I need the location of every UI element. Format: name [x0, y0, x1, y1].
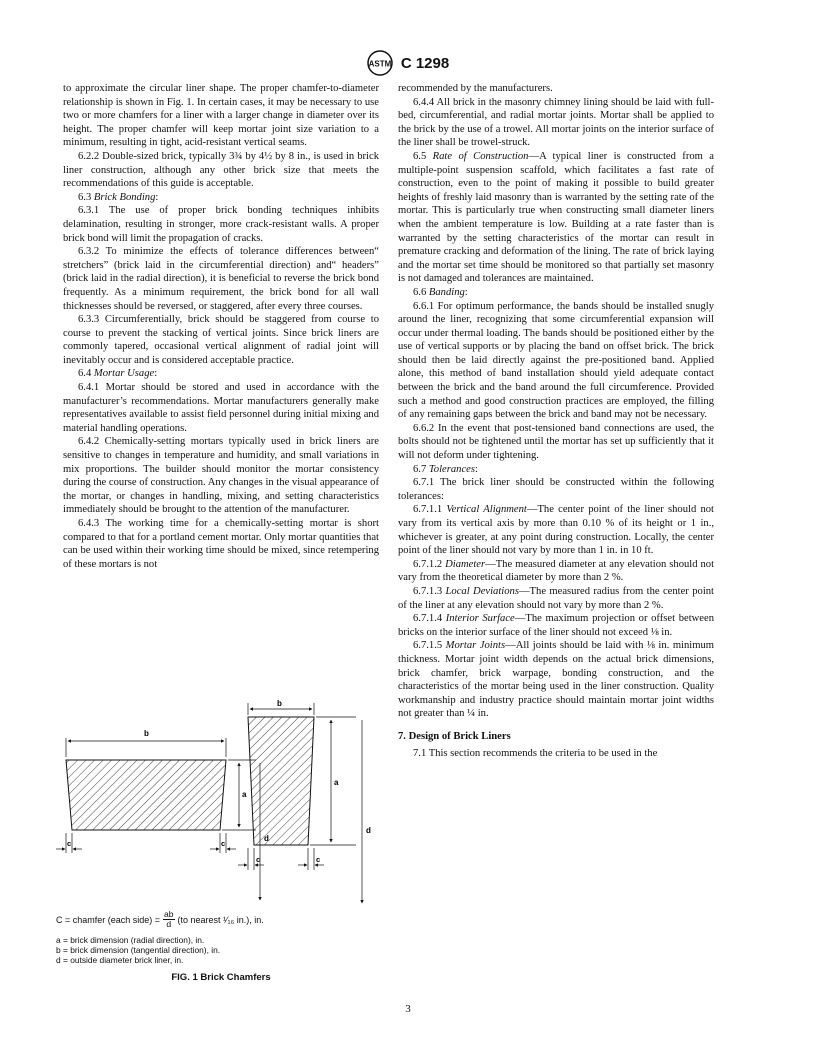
paragraph-6-6-2: 6.6.2 In the event that post-tensioned band connections are used, the bolts should not be tightened until the mortar has set up sufficiently that it will not deform under tightening.: [398, 422, 714, 462]
paragraph-6-3-3: 6.3.3 Circumferentially, brick should be staggered from course to course to prevent the stacking of vertical joints. Since brick liners are commonly tapered, occasional vertical alignment of radial joint will inevitably occur and is considered acceptable practice.: [63, 314, 379, 366]
tapered-brick-left: [56, 729, 269, 900]
figure-caption: FIG. 1 Brick Chamfers: [171, 972, 271, 983]
label-c-right-2: c: [316, 855, 321, 864]
paragraph-6-7-1-2: 6.7.1.2 Diameter—The measured diameter at any elevation should not vary from the theoretical diameter by more than 2 %.: [398, 558, 715, 584]
standard-designation: C 1298: [400, 54, 450, 72]
paragraph: recommended by the manufacturers.: [398, 83, 553, 94]
page-header: [0, 50, 816, 76]
label-a-left: a: [242, 790, 247, 799]
heading-6-7: 6.7 Tolerances:: [413, 463, 478, 475]
legend-item: b = brick dimension (tangential direction), in.: [56, 945, 221, 955]
brick-chamfer-diagram: [56, 699, 386, 910]
paragraph-6-7-1-3: 6.7.1.3 Local Deviations—The measured radius from the center point of the liner at any elevation should not vary by more than 2 %.: [398, 585, 715, 611]
paragraph-6-5: 6.5 Rate of Construction—A typical liner is constructed from a multiple-point suspension scaffold, which facilitates a fast rate of construction, even to the point of making it possible to build greater heights of freshly laid masonry than is warranted by the setting rate of the mortar. This is particularly true when constructing small diameter liners when the ambient temperature is low. Building at a rate faster than is warranted by the setting characteristics of the mortar can result in premature cracking and deformation of the lining. The rate of brick laying and the mortar set time should be monitored so that partially set masonry is not damaged and tolerances are maintained.: [398, 150, 715, 285]
legend-item: d = outside diameter brick liner, in.: [56, 955, 184, 965]
label-a-right: a: [334, 778, 339, 787]
paragraph-7-1: 7.1 This section recommends the criteria to be used in the: [413, 747, 658, 759]
label-c-left-2: c: [221, 839, 226, 848]
figure-legend: [56, 910, 386, 965]
paragraph-6-4-4: 6.4.4 All brick in the masonry chimney lining should be laid with full-bed, circumferential, and radial mortar joints. Mortar shall be applied to the brick by the use of a trowel. All mortar joints on the interior surface of the liner shall be trowel-struck.: [398, 96, 714, 149]
left-column: [63, 82, 379, 571]
label-b-right: b: [277, 699, 282, 708]
label-b-left: b: [144, 729, 149, 738]
paragraph-6-3-1: 6.3.1 The use of proper brick bonding techniques inhibits delamination, resulting in stronger, more crack-resistant walls. A proper brick bond will limit the propagation of cracks.: [63, 205, 379, 244]
figure-1: [56, 699, 386, 995]
label-c-right-1: c: [256, 855, 261, 864]
paragraph-6-6-1: 6.6.1 For optimum performance, the bands should be installed snugly around the liner, recognizing that some circumferential expansion will occur under thermal loading. The bands should be positioned either by the use of vertical supports or by placing the band on offset brick. The brick should then be laid directly against the pre-positioned band. Applied alone, this method of band installation should yield adequate contact between the brick and the band around the full circumference. Provided such a method and good construction practices are employed, the filling of any remaining gaps between the brick and band may not be necessary.: [398, 300, 714, 421]
heading-6-3: 6.3 Brick Bonding:: [78, 191, 159, 203]
paragraph-6-3-2: 6.3.2 To minimize the effects of tolerance differences between“ stretchers” (brick laid in the circumferential direction) and“ headers” (brick laid in the radial direction), it is beneficial to reverse the brick bond frequently. As a minimum requirement, the brick bond for all wall thicknesses should be reversed, or staggered, after every three courses.: [63, 246, 379, 312]
paragraph-6-7-1: 6.7.1 The brick liner should be constructed within the following tolerances:: [398, 477, 714, 502]
paragraph-6-4-1: 6.4.1 Mortar should be stored and used in accordance with the manufacturer’s recommendations. Mortar manufacturers generally make representatives available to assist field personnel during initial mixing and material handling operations.: [63, 382, 379, 434]
page-number: 3: [405, 1003, 411, 1015]
legend-item: a = brick dimension (radial direction), in.: [56, 935, 205, 945]
paragraph-6-2-2: 6.2.2 Double-sized brick, typically 3¾ by 4½ by 8 in., is used in brick liner construction, although any other brick size that meets the recommendations of this guide is acceptable.: [63, 150, 379, 190]
paragraph-6-4-3: 6.4.3 The working time for a chemically-setting mortar is short compared to that for a portland cement mortar. Only mortar quantities that can be used within their working time should be mixed, since retempering of these mortars is not: [63, 518, 379, 570]
logo-text: ASTM: [368, 59, 392, 69]
label-d-right: d: [366, 826, 371, 835]
section-7-heading: 7. Design of Brick Liners: [398, 730, 511, 742]
paragraph-6-7-1-4: 6.7.1.4 Interior Surface—The maximum projection or offset between bricks on the interior surface of the liner should not exceed ⅛ in.: [398, 613, 715, 638]
heading-6-4: 6.4 Mortar Usage:: [78, 368, 158, 380]
astm-logo-icon: [367, 50, 393, 76]
label-c-left-1: c: [67, 839, 72, 848]
paragraph-6-7-1-5: 6.7.1.5 Mortar Joints—All joints should be laid with ⅛ in. minimum thickness. Mortar joint width depends on the actual brick dimensions, brick chamfer, brick warpage, bonding construction, and the characteristics of the mortar being used in the liner construction. Quality workmanship and industry practice should maintain mortar joint widths not greater than ¼ in.: [398, 640, 715, 720]
paragraph-6-7-1-1: 6.7.1.1 Vertical Alignment—The center point of the liner should not vary from its vertical axis by more than 0.10 % of its height or 1 in., whichever is greater, at any point during construction. Locally, the center point of the liner should not vary by more than 1 in. in 10 ft.: [398, 504, 714, 557]
right-column: [398, 82, 714, 760]
heading-6-6: 6.6 Banding:: [413, 286, 468, 298]
tapered-brick-right: [238, 699, 371, 903]
chamfer-formula: C = chamfer (each side) = $\frac{ab}{d}$ (to nearest ¹⁄₁₆ in.), in.: [56, 909, 264, 929]
paragraph: to approximate the circular liner shape. The proper chamfer-to-diameter relationship is shown in Fig. 1. In certain cases, it may be necessary to use two or more chamfers for a liner with a larger change in diameter over its height. The proper chamfer will keep mortar joint size variation to a minimum, resulting in tight, acid-resistant vertical seams.: [63, 83, 379, 149]
paragraph-6-4-2: 6.4.2 Chemically-setting mortars typically used in brick liners are sensitive to changes in temperature and humidity, and small variations in mix proportions. The builder should monitor the mortar consistency during the course of construction. Any changes in the visual appearance of the mortar, or changes in handling, mixing, and setting characteristics immediately should be brought to the attention of the manufacturer.: [63, 436, 379, 516]
